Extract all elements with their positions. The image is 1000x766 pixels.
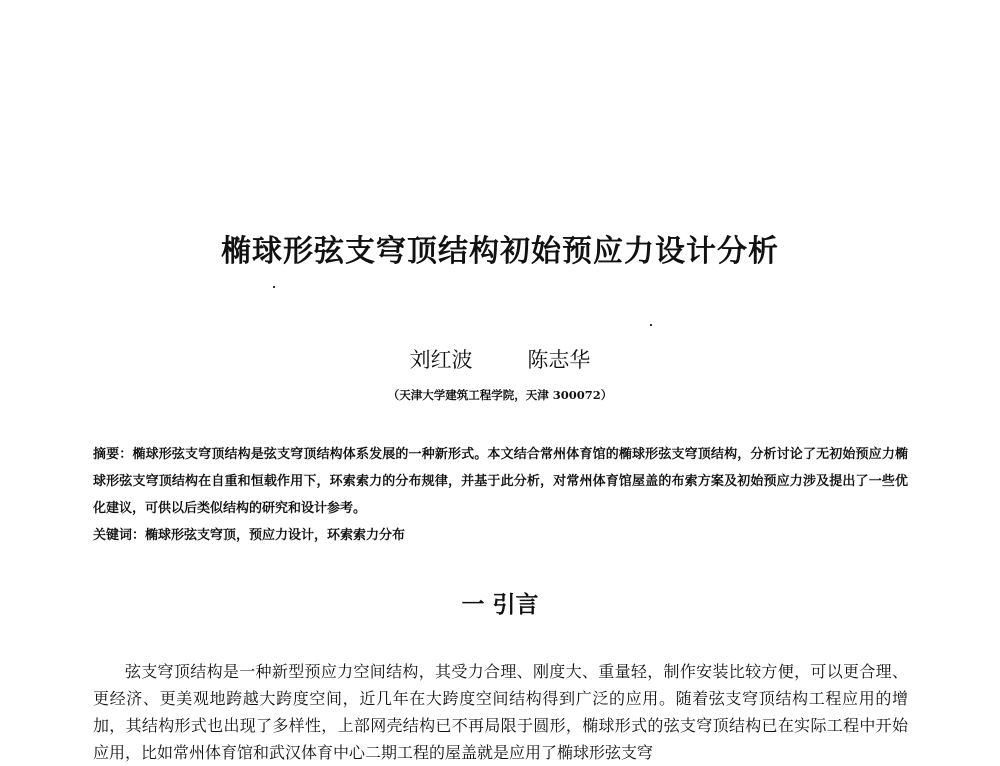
author-line	[0, 344, 1000, 374]
scan-speck	[650, 324, 652, 326]
keywords	[93, 524, 908, 543]
keywords-text: 椭球形弦支穹顶，预应力设计，环索索力分布	[145, 528, 406, 543]
abstract-label: 摘要：	[93, 447, 133, 462]
abstract-text: 椭球形弦支穹顶结构是弦支穹顶结构体系发展的一种新形式。本文结合常州体育馆的椭球形弦支穹顶结构，分析讨论了无初始预应力椭球形弦支穹顶结构在自重和恒载作用下，环索索力的分布规律，并基于此分析，对常州体育馆屋盖的布索方案及初始预应力涉及提出了一些优化建议，可供以后类似结构的研究和设计参考。	[93, 447, 908, 516]
section-heading: 一 引言	[461, 591, 539, 618]
scan-speck	[273, 286, 275, 288]
author-name: 陈志华	[527, 348, 591, 372]
author-name: 刘红波	[409, 348, 473, 372]
body-paragraph: 弦支穹顶结构是一种新型预应力空间结构，其受力合理、刚度大、重量轻，制作安装比较方便，可以更合理、更经济、更美观地跨越大跨度空间，近几年在大跨度空间结构得到广泛的应用。随着弦支穹顶结构工程应用的增加，其结构形式也出现了多样性，上部网壳结构已不再局限于圆形，椭球形式的弦支穹顶结构已在实际工程中开始应用，比如常州体育馆和武汉体育中心二期工程的屋盖就是应用了椭球形弦支穹	[93, 662, 908, 762]
paper-title: 椭球形弦支穹顶结构初始预应力设计分析	[221, 234, 779, 269]
affiliation: （天津大学建筑工程学院，天津 300072）	[387, 388, 613, 402]
keywords-label: 关键词：	[93, 528, 146, 543]
abstract	[93, 441, 908, 522]
